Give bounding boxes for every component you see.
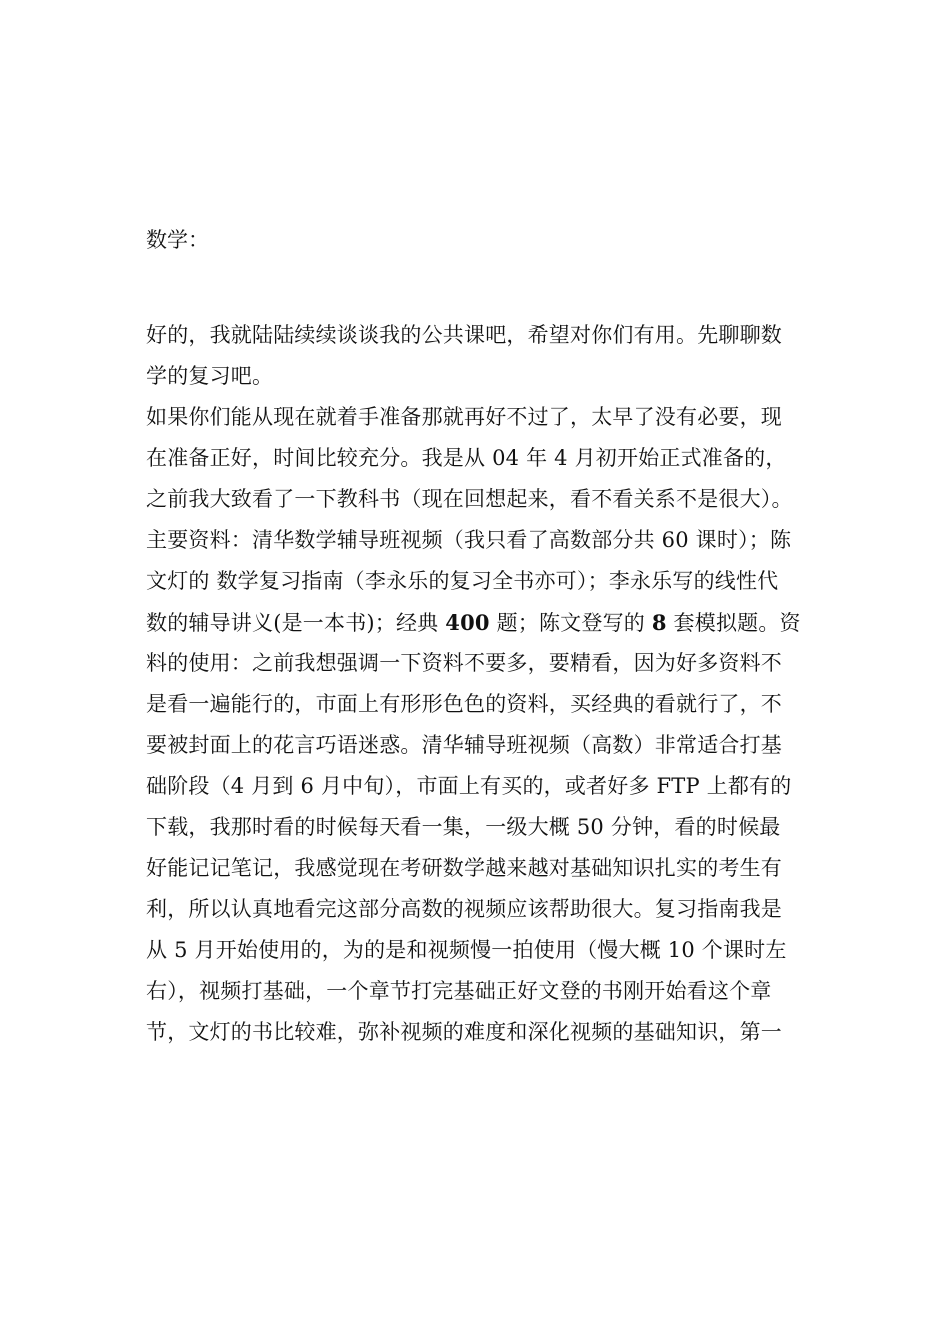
text-line: 节，文灯的书比较难，弥补视频的难度和深化视频的基础知识，第一 <box>146 1020 782 1044</box>
section-heading: 数学： <box>146 228 209 252</box>
text-line: 之前我大致看了一下教科书（现在回想起来，看不看关系不是很大）。 <box>146 487 793 511</box>
text-line: 下载，我那时看的时候每天看一集，一级大概 50 分钟，看的时候最 <box>146 815 781 839</box>
text-line: 料的使用：之前我想强调一下资料不要多，要精看，因为好多资料不 <box>146 651 782 675</box>
text-line: 好能记记笔记，我感觉现在考研数学越来越对基础知识扎实的考生有 <box>146 856 782 880</box>
bold-number: 8 <box>651 610 667 635</box>
text-line: 右），视频打基础，一个章节打完基础正好文登的书刚开始看这个章 <box>146 979 772 1003</box>
text-line: 是看一遍能行的，市面上有形形色色的资料，买经典的看就行了，不 <box>146 692 782 716</box>
text-line: 好的，我就陆陆续续谈谈我的公共课吧，希望对你们有用。先聊聊数 <box>146 323 782 347</box>
text-line: 要被封面上的花言巧语迷惑。清华辅导班视频（高数）非常适合打基 <box>146 733 782 757</box>
text-line: 如果你们能从现在就着手准备那就再好不过了，太早了没有必要，现 <box>146 405 782 429</box>
text-line: 在准备正好，时间比较充分。我是从 04 年 4 月初开始正式准备的， <box>146 446 787 470</box>
text-run: 题；陈文登写的 <box>489 611 652 635</box>
document-body <box>146 315 826 1053</box>
text-run: 套模拟题。资 <box>666 611 801 635</box>
bold-number: 400 <box>445 610 490 635</box>
text-line: 文灯的 数学复习指南（李永乐的复习全书亦可）；李永乐写的线性代 <box>146 569 779 593</box>
text-line <box>146 602 826 643</box>
text-line: 利，所以认真地看完这部分高数的视频应该帮助很大。复习指南我是 <box>146 897 782 921</box>
text-line: 从 5 月开始使用的，为的是和视频慢一拍使用（慢大概 10 个课时左 <box>146 938 787 962</box>
text-line: 学的复习吧。 <box>146 364 274 388</box>
text-run: 数的辅导讲义(是一本书)；经典 <box>146 611 446 635</box>
text-line: 础阶段（4 月到 6 月中旬），市面上有买的，或者好多 FTP 上都有的 <box>146 774 792 798</box>
text-line: 主要资料：清华数学辅导班视频（我只看了高数部分共 60 课时）；陈 <box>146 528 792 552</box>
